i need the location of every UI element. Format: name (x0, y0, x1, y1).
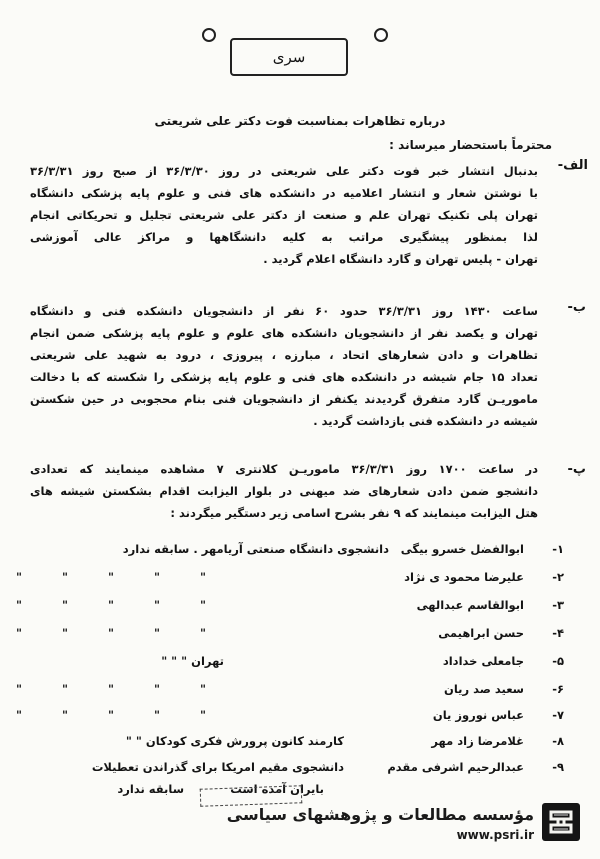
list-item (14, 682, 564, 706)
list-item (14, 654, 564, 678)
ditto-marks: تهران " " " (161, 654, 224, 668)
list-item (14, 734, 564, 758)
person-name: عباس نوروز یان (432, 708, 524, 722)
knot-icon (542, 803, 580, 841)
person-description: دانشجوی دانشگاه صنعتی آریامهر . سابقه ندارد (122, 542, 389, 556)
ditto-marks: " " " " " (16, 708, 224, 722)
text-line: بدنبال انتشار خبر فوت دکتر علی شریعتی در روز ۳۶/۳/۳۰ از صبح روز ۳۶/۳/۳۱ (30, 164, 538, 178)
text-line: هتل الیزابت مینمایند که ۹ نفر بشرح اسامی زیر دستگیر میگردند : (170, 506, 538, 520)
paragraph-a (30, 160, 538, 270)
item-number: ۸- (552, 734, 564, 748)
paragraph-mark: ب- (567, 300, 586, 315)
paragraph-mark: پ- (567, 462, 586, 477)
person-name: حسن ابراهیمی (438, 626, 524, 640)
punch-hole (374, 28, 388, 42)
text-line: تعداد ۱۵ جام شیشه در دانشکده های فنی و علوم پایه پزشکی را شکسته که با دخالت (30, 370, 538, 384)
person-description: دانشجوی مقیم امریکا برای گذراندن تعطیلات (91, 760, 344, 774)
institute-url: www.psri.ir (456, 828, 534, 842)
paragraph-b (30, 300, 538, 432)
text-line: ماموریـن گارد متفرق گردیدند یکنفر از دانشجویان فنی بنام محجوبی در حین شکستن (30, 392, 538, 406)
list-item (14, 708, 564, 732)
item-number: ۱- (552, 542, 564, 556)
item-number: ۳- (552, 598, 564, 612)
ditto-marks: " " " " " (16, 570, 224, 584)
text-line: تهران و یکصد نفر از دانشجویان دانشکده های علوم و علوم پایه پزشکی ضمن انجام (30, 326, 538, 340)
text-line: در ساعت ۱۷۰۰ روز ۳۶/۳/۳۱ ماموریـن کلانتری ۷ مشاهده مینمایند که تعدادی (30, 462, 538, 476)
person-description: کارمند کانون پرورش فکری کودکان " " (125, 734, 344, 748)
paragraph-p (30, 458, 538, 524)
item-number: ۹- (552, 760, 564, 774)
institute-logo (542, 803, 580, 841)
text-line: لذا بمنظور پیشگیری مراتب به کلیه دانشگاهها و مراکز عالی آموزشی (30, 230, 538, 244)
punch-hole (202, 28, 216, 42)
item-number: ۷- (552, 708, 564, 722)
item-number: ۲- (552, 570, 564, 584)
text-line: تظاهرات و دادن شعارهای اتحاد ، مبارزه ، پیروزی ، درود به شهید علی شریعتی (30, 348, 538, 362)
institute-name: مؤسسه مطالعات و پژوهشهای سیاسی (226, 805, 534, 824)
item-number: ۶- (552, 682, 564, 696)
person-name: عبدالرحیم اشرفی مقدم (387, 760, 524, 774)
stamp-label: سری (272, 48, 306, 66)
person-name: سعید صد ریان (444, 682, 524, 696)
document-subject: درباره تظاهرات بمناسبت فوت دکتر علی شریعتی (154, 114, 446, 128)
person-name: ابوالفضل خسرو بیگی (400, 542, 524, 556)
list-item (14, 626, 564, 650)
person-name: جامعلی خداداد (442, 654, 524, 668)
classification-stamp (230, 38, 348, 76)
item-number: ۴- (552, 626, 564, 640)
person-name: علیرضا محمود ی نژاد (404, 570, 524, 584)
list-item (14, 542, 564, 566)
list-item (14, 598, 564, 622)
paragraph-mark: الف- (557, 158, 588, 173)
ditto-marks: " " " " " (16, 682, 224, 696)
list-item (14, 570, 564, 594)
person-name: غلامرضا زاد مهر (431, 734, 524, 748)
faint-stamp (200, 785, 303, 807)
text-line: ساعت ۱۴۳۰ روز ۳۶/۳/۳۱ حدود ۶۰ نفر از دانشجویان دانشکده فنی و دانشگاه (30, 304, 538, 318)
note-line: سابقه ندارد (117, 782, 184, 796)
ditto-marks: " " " " " (16, 598, 224, 612)
text-line: شیشه در دانشکده فنی بازداشت گردید . (313, 414, 538, 428)
greeting-line: محترماً باستحضار میرساند : (389, 138, 552, 152)
ditto-marks: " " " " " (16, 626, 224, 640)
note-line: بایران آمده است (230, 782, 324, 796)
list-item (14, 760, 564, 784)
text-line: دانشجو ضمن دادن شعارهای ضد میهنی در بلوار الیزابت اقدام بشکستن شیشه های (30, 484, 538, 498)
text-line: با نوشتن شعار و انتشار اعلامیه در دانشکده های فنی و علوم پایه پزشکی دانشگاه (30, 186, 538, 200)
text-line: تهران - پلیس تهران و گارد دانشگاه اعلام گردید . (263, 252, 538, 266)
person-name: ابوالقاسم عبدالهی (416, 598, 524, 612)
item-number: ۵- (552, 654, 564, 668)
text-line: تهران پلی تکنیک تهران علم و صنعت از دکتر علی شریعتی تجلیل و تحریکاتی انجام (30, 208, 538, 222)
